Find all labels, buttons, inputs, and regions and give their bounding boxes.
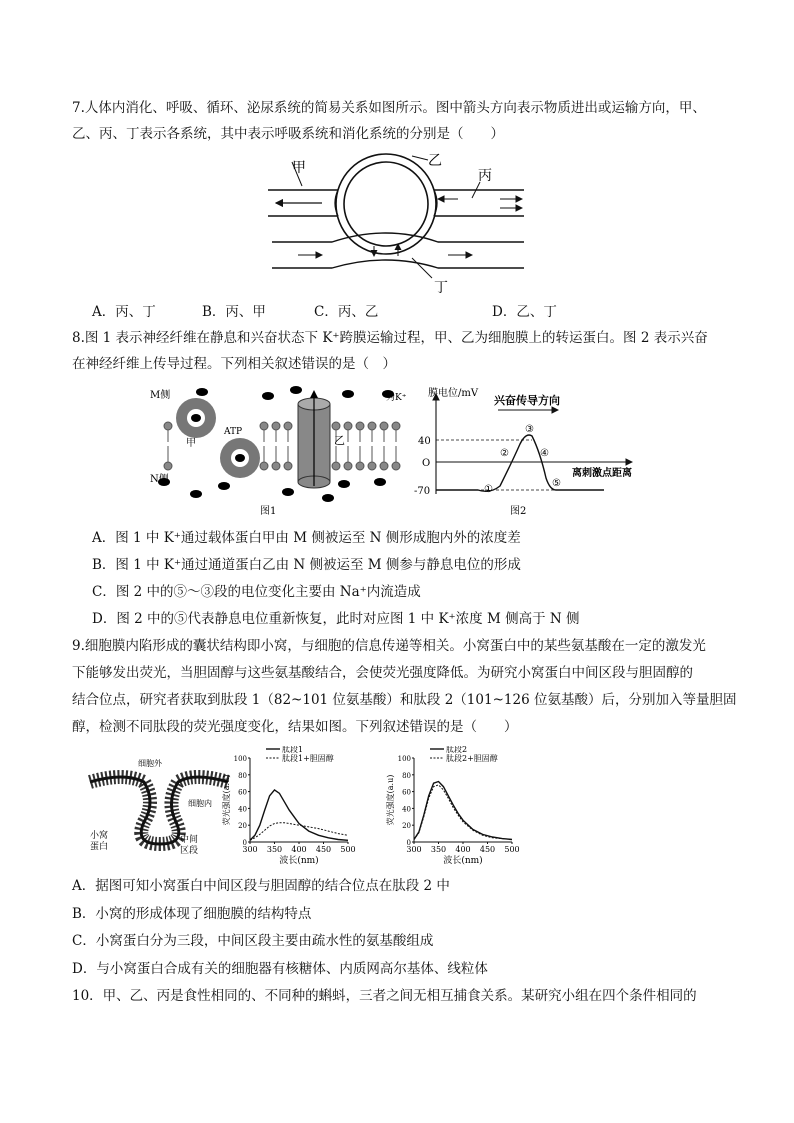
lipid-head [284, 422, 292, 430]
lipid-head [380, 422, 388, 430]
y-axis-label: 荧光强度(a.u) [386, 774, 395, 826]
atp-label: ATP [224, 427, 243, 437]
q9-chart-peptide1 [220, 746, 360, 868]
lipid-head [392, 462, 400, 470]
protein-jia-label: 甲 [186, 438, 196, 449]
legend-label-2: 肽段2+胆固醇 [446, 754, 498, 763]
ylabel: 膜电位/mV [428, 388, 479, 399]
y-tick-label: 60 [402, 788, 411, 797]
x-tick-label: 350 [430, 845, 447, 854]
label-yi: 乙 [428, 153, 442, 169]
y-tick-label: 20 [402, 822, 411, 831]
q9-stem-line3: 结合位点，研究者获取到肽段 1（82~101 位氨基酸）和肽段 2（101~126 位氨基酸）后，分别加入等量胆固 [72, 692, 737, 708]
q7-option-d[interactable]: D．乙、丁 [492, 304, 557, 320]
k-ion-label: 为K⁺ [386, 393, 407, 403]
x-axis-label: 波长(nm) [279, 856, 319, 866]
q7-option-b[interactable]: B．丙、甲 [202, 304, 266, 320]
label-jia: 甲 [292, 160, 306, 176]
n-side-label: N侧 [150, 474, 169, 485]
q9-stem-line1: 9.细胞膜内陷形成的囊状结构即小窝，与细胞的信息传递等相关。小窝蛋白中的某些氨基酸在一定的激发光 [72, 638, 706, 654]
y-tick-label: 60 [238, 788, 247, 797]
y-axis-label: 荧光强度(a.u) [222, 774, 231, 826]
q9-option-b[interactable]: B．小窝的形成体现了细胞膜的结构特点 [72, 906, 312, 922]
label-ding: 丁 [434, 280, 448, 296]
y-tick-label: 100 [233, 755, 247, 763]
q9-stem-line2: 下能够发出荧光，当胆固醇与这些氨基酸结合，会使荧光强度降低。为研究小窝蛋白中间区段与胆固醇的 [72, 665, 693, 681]
figure2-caption: 图2 [510, 506, 527, 517]
series-line-1 [250, 790, 348, 840]
y-tick-label: 0 [242, 839, 247, 847]
series-line-2 [250, 823, 348, 841]
figure1-caption: 图1 [260, 506, 277, 517]
lipid-head [272, 422, 280, 430]
point-2: ② [500, 448, 509, 459]
q9-option-a[interactable]: A．据图可知小窝蛋白中间区段与胆固醇的结合位点在肽段 2 中 [72, 878, 450, 894]
lipid-head [368, 462, 376, 470]
lipid-head [332, 462, 340, 470]
x-axis-label: 波长(nm) [443, 856, 483, 866]
q9-stem-line4: 醇，检测不同肽段的荧光强度变化，结果如图。下列叙述错误的是（ ） [72, 719, 518, 735]
q7-option-a[interactable]: A．丙、丁 [92, 304, 156, 320]
point-5: ⑤ [552, 478, 561, 489]
y-tick-label: 40 [402, 805, 411, 814]
q7-option-c[interactable]: C．丙、乙 [314, 304, 379, 320]
y-tick-label: 80 [238, 771, 247, 780]
m-side-label: M侧 [150, 390, 171, 401]
q8-option-a[interactable]: A．图 1 中 K⁺通过载体蛋白甲由 M 侧被运至 N 侧形成胞内外的浓度差 [92, 530, 521, 546]
q8-stem-line2: 在神经纤维上传导过程。下列相关叙述错误的是（ ） [72, 356, 396, 372]
x-tick-label: 450 [479, 845, 496, 854]
lipid-head [332, 422, 340, 430]
series-line-2 [414, 785, 512, 840]
lipid-head [368, 422, 376, 430]
series-line-1 [414, 782, 512, 840]
lipid-head [260, 462, 268, 470]
lipid-head [380, 462, 388, 470]
q9-chart-peptide2 [384, 746, 524, 868]
lipid-head [344, 422, 352, 430]
lipid-head [344, 462, 352, 470]
q9-option-d[interactable]: D．与小窝蛋白合成有关的细胞器有核糖体、内质网高尔基体、线粒体 [72, 961, 488, 977]
y-tick-label: 80 [402, 771, 411, 780]
q9-caveola-diagram [84, 752, 234, 862]
y-tick-label: 20 [238, 822, 247, 831]
x-tick-label: 500 [504, 845, 520, 854]
middle-label: 中间区段 [180, 835, 199, 856]
lipid-head [392, 422, 400, 430]
x-tick-label: 350 [266, 845, 283, 854]
y-tick-label: 0 [406, 839, 411, 847]
lipid-head [164, 422, 172, 430]
direction-label: 兴奋传导方向 [494, 394, 560, 407]
label-bing: 丙 [478, 168, 492, 184]
inside-label: 细胞内 [188, 799, 212, 808]
legend-label-1: 肽段2 [446, 746, 468, 754]
x-tick-label: 450 [315, 845, 332, 854]
q8-option-b[interactable]: B．图 1 中 K⁺通过通道蛋白乙由 N 侧被运至 M 侧参与静息电位的形成 [92, 557, 521, 573]
lipid-head [356, 462, 364, 470]
tick-40: 40 [418, 436, 431, 447]
x-tick-label: 400 [455, 845, 471, 854]
q8-option-c[interactable]: C．图 2 中的⑤～③段的电位变化主要由 Na⁺内流造成 [92, 584, 421, 600]
protein-yi-label: 乙 [334, 434, 345, 447]
legend-label-2: 肽段1+胆固醇 [282, 754, 334, 763]
q7-stem-line2: 乙、丙、丁表示各系统，其中表示呼吸系统和消化系统的分别是（ ） [72, 126, 504, 142]
lipid-head [260, 422, 268, 430]
q7-stem-line1: 7.人体内消化、呼吸、循环、泌尿系统的简易关系如图所示。图中箭头方向表示物质进出或运输方向，甲、 [72, 100, 706, 116]
outside-label: 细胞外 [138, 759, 162, 768]
tick-0: O [422, 458, 431, 469]
point-3: ③ [525, 424, 534, 435]
protein-label: 小窝蛋白 [90, 831, 109, 852]
q8-option-d[interactable]: D．图 2 中的⑤代表静息电位重新恢复，此时对应图 1 中 K⁺浓度 M 侧高于 N 侧 [92, 611, 580, 627]
legend-label-1: 肽段1 [282, 746, 304, 754]
lipid-head [272, 462, 280, 470]
q9-option-c[interactable]: C．小窝蛋白分为三段，中间区段主要由疏水性的氨基酸组成 [72, 933, 434, 949]
x-tick-label: 300 [242, 845, 258, 854]
y-tick-label: 40 [238, 805, 247, 814]
point-1: ① [484, 484, 493, 495]
point-4: ④ [540, 448, 549, 459]
lipid-head [356, 422, 364, 430]
lipid-head [284, 462, 292, 470]
q7-system-diagram [262, 150, 542, 300]
y-tick-label: 100 [397, 755, 411, 763]
x-tick-label: 500 [340, 845, 356, 854]
q10-stem-line1: 10．甲、乙、丙是食性相同的、不同种的蝌蚪，三者之间无相互捕食关系。某研究小组在四个条件相同的 [72, 988, 697, 1004]
tick-70: -70 [414, 486, 431, 497]
x-tick-label: 300 [406, 845, 422, 854]
lipid-head [164, 462, 172, 470]
q8-figure1-membrane [148, 382, 410, 518]
x-tick-label: 400 [291, 845, 307, 854]
q8-stem-line1: 8.图 1 表示神经纤维在静息和兴奋状态下 K⁺跨膜运输过程，甲、乙为细胞膜上的转运蛋白。图 2 表示兴奋 [72, 330, 708, 346]
xlabel: 离刺激点距离 [572, 468, 632, 479]
q8-figure2-potential-chart [408, 382, 652, 518]
